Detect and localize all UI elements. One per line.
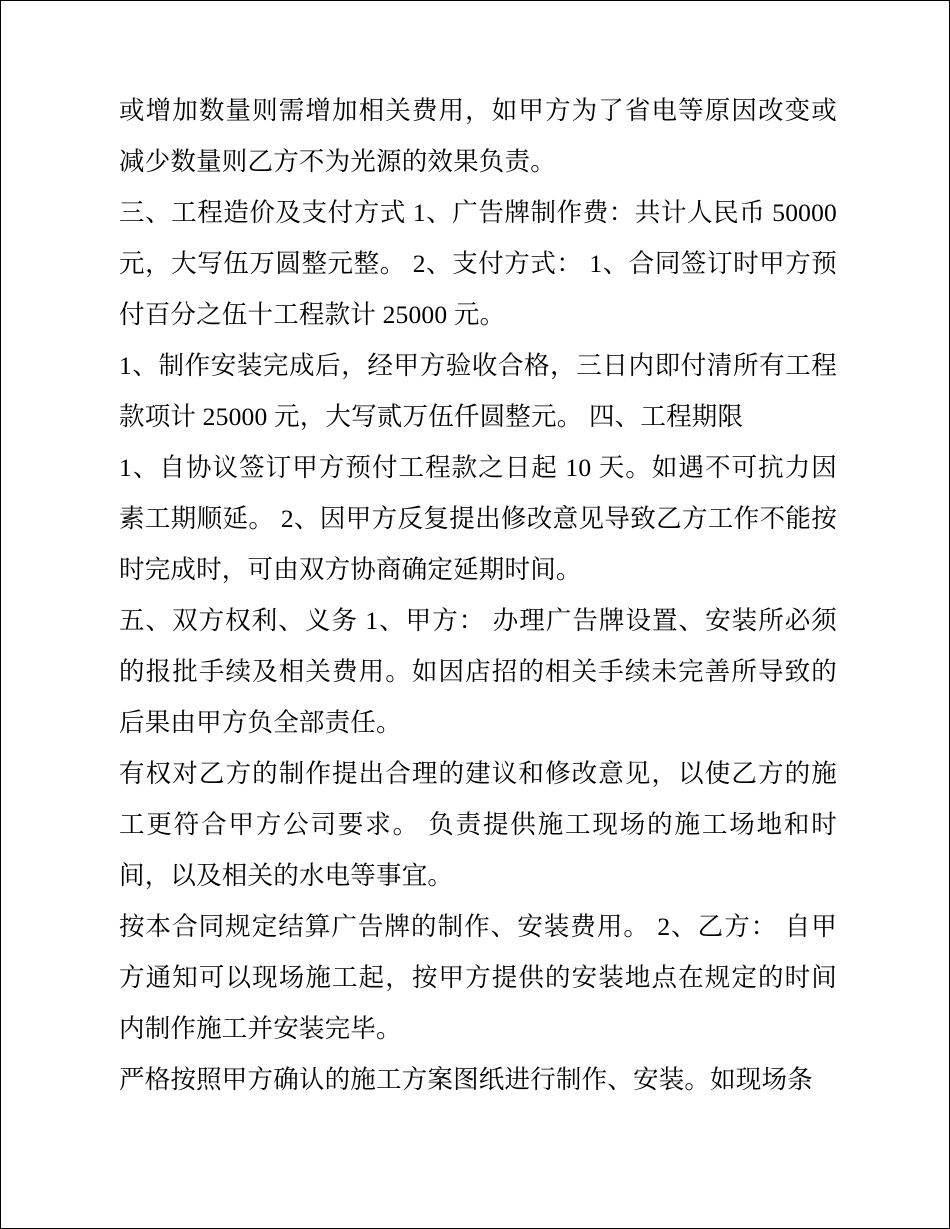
document-body — [119, 85, 844, 1105]
paragraph: 1、制作安装完成后，经甲方验收合格，三日内即付清所有工程款项计 25000 元，大写贰万伍仟圆整元。 四、工程期限 — [119, 351, 837, 431]
paragraph: 严格按照甲方确认的施工方案图纸进行制作、安装。如现场条 — [119, 1065, 813, 1094]
paragraph: 五、双方权利、义务 1、甲方： 办理广告牌设置、安装所必须的报批手续及相关费用。如因店招的相关手续未完善所导致的后果由甲方负全部责任。 — [119, 606, 837, 737]
paragraph: 或增加数量则需增加相关费用，如甲方为了省电等原因改变或减少数量则乙方不为光源的效果负责。 — [119, 96, 837, 176]
paragraph: 1、自协议签订甲方预付工程款之日起 10 天。如遇不可抗力因素工期顺延。 2、因甲方反复提出修改意见导致乙方工作不能按时完成时，可由双方协商确定延期时间。 — [119, 453, 837, 584]
paragraph: 三、工程造价及支付方式 1、广告牌制作费：共计人民币 50000 元，大写伍万圆整元整。 2、支付方式： 1、合同签订时甲方预付百分之伍十工程款计 25000 元。 — [119, 198, 844, 329]
paragraph: 按本合同规定结算广告牌的制作、安装费用。 2、乙方： 自甲方通知可以现场施工起，按甲方提供的安装地点在规定的时间内制作施工并安装完毕。 — [119, 912, 837, 1043]
paragraph: 有权对乙方的制作提出合理的建议和修改意见，以使乙方的施工更符合甲方公司要求。 负责提供施工现场的施工场地和时间，以及相关的水电等事宜。 — [119, 759, 837, 890]
